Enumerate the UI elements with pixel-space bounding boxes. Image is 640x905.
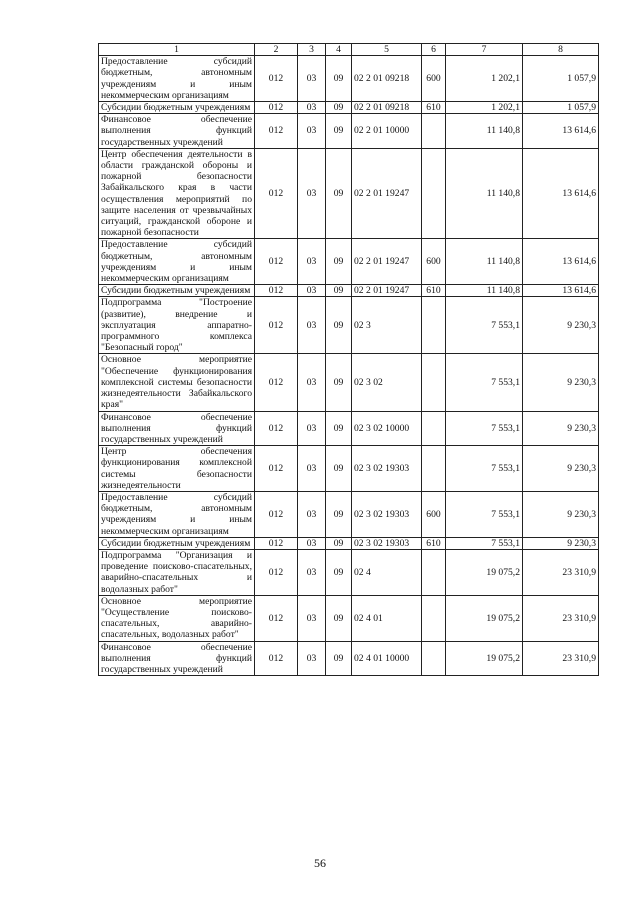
cell-subsection: 09: [326, 411, 352, 446]
cell-ministry-code: 012: [255, 446, 298, 492]
cell-amount-year-1: 7 553,1: [446, 491, 523, 537]
cell-target-article: 02 3 02: [352, 354, 422, 411]
cell-expense-type: 610: [422, 285, 446, 297]
cell-expense-type: [422, 411, 446, 446]
row-name: Субсидии бюджетным учреждениям: [99, 102, 255, 114]
table-row: [99, 491, 599, 537]
cell-ministry-code: 012: [255, 491, 298, 537]
cell-subsection: 09: [326, 239, 352, 285]
cell-ministry-code: 012: [255, 285, 298, 297]
cell-amount-year-1: 1 202,1: [446, 102, 523, 114]
cell-amount-year-2: 9 230,3: [523, 297, 599, 354]
cell-subsection: 09: [326, 285, 352, 297]
table-row: [99, 102, 599, 114]
row-name: Центр обеспечения функционирования комплексной системы безопасности жизнедеятельности: [99, 446, 255, 492]
cell-subsection: 09: [326, 537, 352, 549]
header-row: [99, 44, 599, 56]
cell-ministry-code: 012: [255, 595, 298, 641]
cell-amount-year-2: 9 230,3: [523, 411, 599, 446]
cell-subsection: 09: [326, 549, 352, 595]
header-cell: 1: [99, 44, 255, 56]
cell-amount-year-2: 9 230,3: [523, 537, 599, 549]
row-name: Предоставление субсидий бюджетным, автономным учреждениям и иным некоммерческим организациям: [99, 56, 255, 102]
cell-section: 03: [298, 239, 326, 285]
header-cell: 3: [298, 44, 326, 56]
cell-section: 03: [298, 641, 326, 676]
cell-expense-type: 610: [422, 537, 446, 549]
cell-subsection: 09: [326, 491, 352, 537]
cell-section: 03: [298, 595, 326, 641]
table-row: [99, 297, 599, 354]
cell-amount-year-2: 9 230,3: [523, 446, 599, 492]
cell-ministry-code: 012: [255, 411, 298, 446]
cell-amount-year-2: 13 614,6: [523, 239, 599, 285]
cell-amount-year-2: 9 230,3: [523, 491, 599, 537]
cell-target-article: 02 3 02 19303: [352, 537, 422, 549]
cell-amount-year-1: 1 202,1: [446, 56, 523, 102]
cell-target-article: 02 3 02 19303: [352, 491, 422, 537]
cell-target-article: 02 4 01 10000: [352, 641, 422, 676]
row-name: Финансовое обеспечение выполнения функций государственных учреждений: [99, 641, 255, 676]
cell-ministry-code: 012: [255, 354, 298, 411]
cell-amount-year-1: 19 075,2: [446, 641, 523, 676]
header-cell: 6: [422, 44, 446, 56]
cell-amount-year-2: 23 310,9: [523, 595, 599, 641]
row-name: Подпрограмма "Построение (развитие), внедрение и эксплуатация аппаратно-программного комплекса "Безопасный город": [99, 297, 255, 354]
cell-expense-type: [422, 354, 446, 411]
cell-target-article: 02 2 01 10000: [352, 114, 422, 149]
cell-expense-type: [422, 641, 446, 676]
cell-target-article: 02 2 01 19247: [352, 239, 422, 285]
cell-amount-year-1: 11 140,8: [446, 239, 523, 285]
table-row: [99, 56, 599, 102]
cell-amount-year-1: 11 140,8: [446, 114, 523, 149]
cell-expense-type: [422, 549, 446, 595]
cell-target-article: 02 4 01: [352, 595, 422, 641]
table-row: [99, 411, 599, 446]
row-name: Финансовое обеспечение выполнения функций государственных учреждений: [99, 411, 255, 446]
cell-amount-year-1: 7 553,1: [446, 537, 523, 549]
cell-expense-type: [422, 114, 446, 149]
cell-expense-type: 600: [422, 239, 446, 285]
cell-amount-year-1: 11 140,8: [446, 148, 523, 239]
row-name: Субсидии бюджетным учреждениям: [99, 537, 255, 549]
cell-amount-year-2: 13 614,6: [523, 285, 599, 297]
table-row: [99, 114, 599, 149]
row-name: Финансовое обеспечение выполнения функций государственных учреждений: [99, 114, 255, 149]
header-cell: 4: [326, 44, 352, 56]
table-row: [99, 148, 599, 239]
cell-subsection: 09: [326, 297, 352, 354]
cell-expense-type: 610: [422, 102, 446, 114]
row-name: Подпрограмма "Организация и проведение поисково-спасательных, аварийно-спасательных и водолазных работ": [99, 549, 255, 595]
cell-subsection: 09: [326, 148, 352, 239]
header-cell: 7: [446, 44, 523, 56]
cell-amount-year-2: 1 057,9: [523, 56, 599, 102]
table-row: [99, 641, 599, 676]
cell-section: 03: [298, 102, 326, 114]
cell-target-article: 02 2 01 09218: [352, 56, 422, 102]
cell-subsection: 09: [326, 56, 352, 102]
cell-ministry-code: 012: [255, 297, 298, 354]
cell-section: 03: [298, 114, 326, 149]
cell-subsection: 09: [326, 446, 352, 492]
cell-ministry-code: 012: [255, 641, 298, 676]
cell-subsection: 09: [326, 102, 352, 114]
cell-target-article: 02 2 01 19247: [352, 148, 422, 239]
cell-section: 03: [298, 446, 326, 492]
cell-ministry-code: 012: [255, 239, 298, 285]
row-name: Предоставление субсидий бюджетным, автономным учреждениям и иным некоммерческим организациям: [99, 491, 255, 537]
row-name: Основное мероприятие "Обеспечение функционирования комплексной системы безопасности жизнедеятельности Забайкальского края": [99, 354, 255, 411]
cell-subsection: 09: [326, 114, 352, 149]
row-name: Субсидии бюджетным учреждениям: [99, 285, 255, 297]
cell-amount-year-1: 19 075,2: [446, 595, 523, 641]
table-row: [99, 446, 599, 492]
cell-expense-type: 600: [422, 56, 446, 102]
cell-expense-type: [422, 297, 446, 354]
cell-target-article: 02 4: [352, 549, 422, 595]
cell-expense-type: [422, 148, 446, 239]
cell-subsection: 09: [326, 641, 352, 676]
cell-amount-year-1: 11 140,8: [446, 285, 523, 297]
cell-ministry-code: 012: [255, 114, 298, 149]
cell-section: 03: [298, 354, 326, 411]
header-cell: 2: [255, 44, 298, 56]
cell-ministry-code: 012: [255, 56, 298, 102]
cell-section: 03: [298, 549, 326, 595]
row-name: Предоставление субсидий бюджетным, автономным учреждениям и иным некоммерческим организациям: [99, 239, 255, 285]
cell-expense-type: [422, 446, 446, 492]
cell-subsection: 09: [326, 595, 352, 641]
cell-ministry-code: 012: [255, 549, 298, 595]
cell-expense-type: 600: [422, 491, 446, 537]
row-name: Основное мероприятие "Осуществление поисково-спасательных, аварийно-спасательных, водолазных работ": [99, 595, 255, 641]
cell-amount-year-2: 1 057,9: [523, 102, 599, 114]
cell-section: 03: [298, 148, 326, 239]
budget-table: [98, 43, 599, 676]
table-body: [99, 56, 599, 676]
table-row: [99, 239, 599, 285]
table-row: [99, 595, 599, 641]
cell-amount-year-2: 23 310,9: [523, 549, 599, 595]
cell-ministry-code: 012: [255, 537, 298, 549]
table-row: [99, 537, 599, 549]
cell-expense-type: [422, 595, 446, 641]
cell-section: 03: [298, 537, 326, 549]
cell-amount-year-2: 9 230,3: [523, 354, 599, 411]
cell-target-article: 02 3: [352, 297, 422, 354]
cell-target-article: 02 3 02 10000: [352, 411, 422, 446]
table-row: [99, 285, 599, 297]
cell-subsection: 09: [326, 354, 352, 411]
cell-amount-year-1: 19 075,2: [446, 549, 523, 595]
cell-ministry-code: 012: [255, 148, 298, 239]
cell-section: 03: [298, 285, 326, 297]
cell-section: 03: [298, 56, 326, 102]
header-cell: 8: [523, 44, 599, 56]
cell-amount-year-1: 7 553,1: [446, 354, 523, 411]
cell-amount-year-1: 7 553,1: [446, 446, 523, 492]
cell-amount-year-1: 7 553,1: [446, 411, 523, 446]
row-name: Центр обеспечения деятельности в области гражданской обороны и пожарной безопасности Забайкальского края в части осуществления мероприятий по защите населения от чрезвычайных ситуаций, гражданской обороне и пожарной безопасности: [99, 148, 255, 239]
cell-target-article: 02 2 01 19247: [352, 285, 422, 297]
cell-target-article: 02 3 02 19303: [352, 446, 422, 492]
cell-target-article: 02 2 01 09218: [352, 102, 422, 114]
cell-amount-year-2: 13 614,6: [523, 148, 599, 239]
cell-amount-year-2: 23 310,9: [523, 641, 599, 676]
cell-amount-year-1: 7 553,1: [446, 297, 523, 354]
header-cell: 5: [352, 44, 422, 56]
table-row: [99, 354, 599, 411]
page-number: 56: [314, 856, 326, 870]
table-row: [99, 549, 599, 595]
cell-section: 03: [298, 411, 326, 446]
cell-ministry-code: 012: [255, 102, 298, 114]
cell-amount-year-2: 13 614,6: [523, 114, 599, 149]
cell-section: 03: [298, 297, 326, 354]
cell-section: 03: [298, 491, 326, 537]
